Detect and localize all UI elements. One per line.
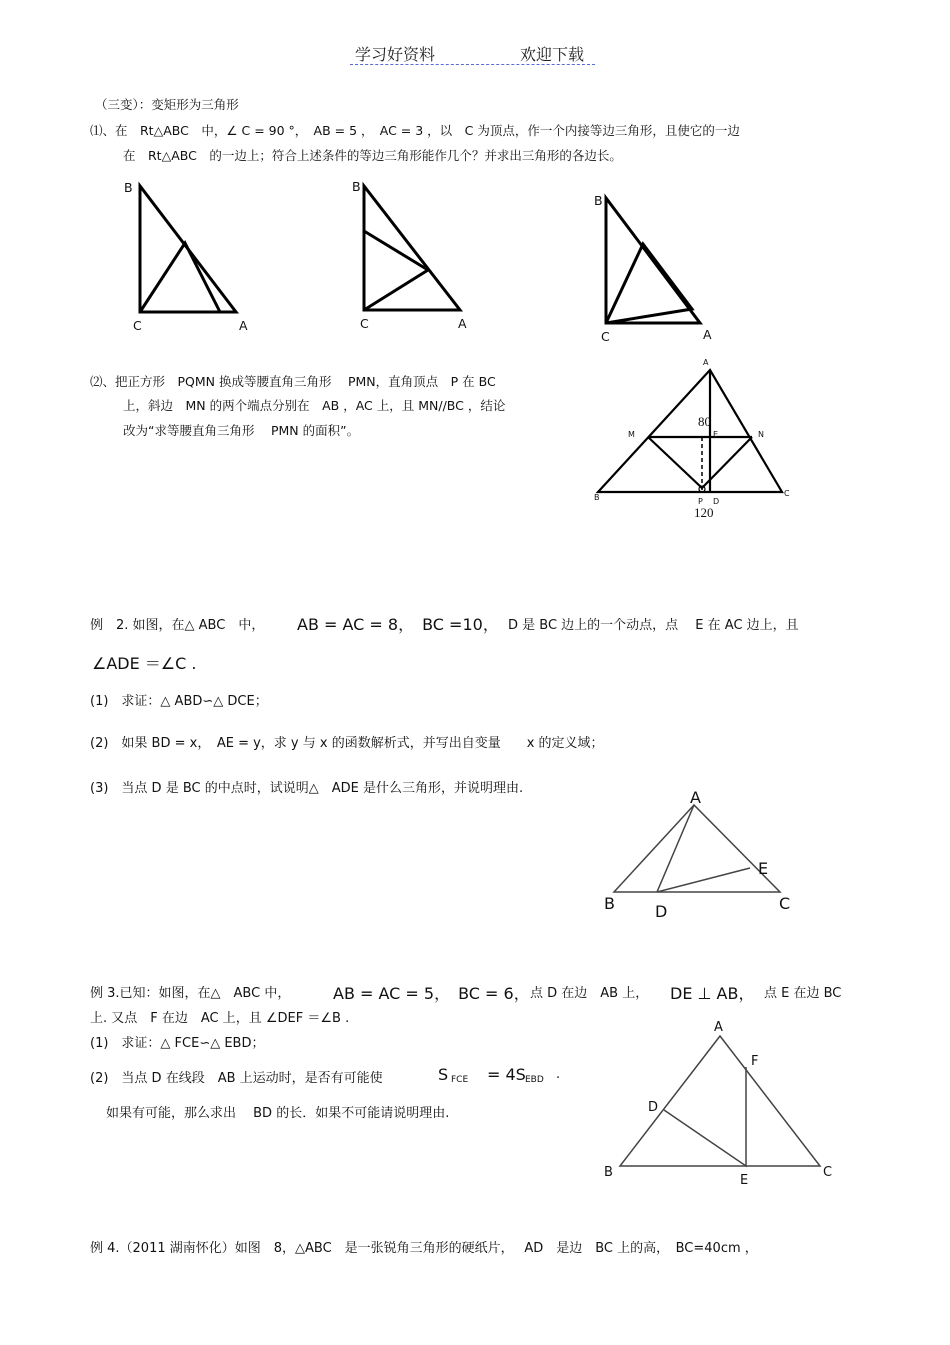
fig1c-label-b: B — [594, 193, 603, 208]
ex3-s-symbol-1: S — [438, 1065, 449, 1084]
fig4-label-d: D — [648, 1100, 659, 1115]
fig3-label-d: D — [655, 902, 668, 921]
ex3-text-1: 例 3.已知：如图，在△ ABC 中， — [90, 986, 291, 1001]
fig1c-label-a: A — [703, 327, 712, 342]
fig4-label-e: E — [740, 1173, 749, 1188]
ex3-text-5: 点 E 在边 BC — [764, 986, 842, 1001]
ex2-question-3: (3) 当点 D 是 BC 的中点时，试说明△ ADE 是什么三角形，并说明理由. — [90, 781, 524, 796]
fig2-label-a: A — [703, 358, 709, 367]
ex2-text-2: AB = AC = 8， BC =10， — [297, 615, 499, 634]
fig2-label-p: P — [698, 497, 703, 506]
ex3-s-subscript-1: FCE — [451, 1075, 469, 1085]
fig4-label-a: A — [714, 1020, 723, 1035]
ex2-question-1: (1) 求证：△ ABD∽△ DCE； — [90, 694, 268, 709]
fig1b-label-b: B — [352, 179, 361, 194]
fig1b-label-c: C — [360, 316, 369, 331]
problem1-line1: ⑴、在 Rt△ABC 中，∠ C = 90 °， AB = 5 ， AC = 3 ，以 C 为顶点，作一个内接等边三角形，且使它的一边 — [90, 123, 740, 138]
fig3-label-c: C — [779, 894, 791, 913]
header-right: 欢迎下载 — [520, 45, 585, 64]
fig4-label-c: C — [823, 1165, 833, 1180]
fig3-label-e: E — [758, 859, 769, 878]
fig4-label-f: F — [751, 1054, 759, 1069]
ex2-text-3: D 是 BC 边上的一个动点，点 E 在 AC 边上，且 — [508, 618, 799, 633]
ex2-text-4: ∠ADE ＝∠C . — [92, 654, 197, 673]
ex3-question-2: (2) 当点 D 在线段 AB 上运动时，是否有可能使 — [90, 1071, 383, 1086]
ex4-line: 例 4.（2011 湖南怀化）如图 8，△ABC 是一张锐角三角形的硬纸片， AD 是边 BC 上的高， BC=40cm ， — [90, 1241, 758, 1256]
fig1-label-b: B — [124, 180, 133, 195]
ex3-s-symbol-2: = 4S — [487, 1065, 526, 1084]
ex3-question-3: 如果有可能，那么求出 BD 的长．如果不可能请说明理由. — [106, 1106, 450, 1121]
fig2-label-d: D — [713, 497, 720, 506]
problem2-line3: 改为“求等腰直角三角形 PMN 的面积”。 — [123, 423, 360, 438]
ex2-text-1: 例 2. 如图，在△ ABC 中， — [90, 618, 265, 633]
ex3-text-4: DE ⊥ AB， — [670, 984, 755, 1003]
ex2-question-2: (2) 如果 BD = x， AE = y，求 y 与 x 的函数解析式，并写出自变量 x 的定义域； — [90, 736, 604, 751]
ex3-s-subscript-2: EBD — [525, 1075, 544, 1085]
ex3-text-3: 点 D 在边 AB 上， — [530, 986, 649, 1001]
fig3-label-b: B — [604, 894, 615, 913]
header-left: 学习好资料 — [355, 45, 436, 64]
fig2-base-label: 120 — [694, 505, 714, 520]
fig2-label-n: N — [758, 430, 764, 439]
ex3-text-6: 上. 又点 F 在边 AC 上，且 ∠DEF ＝∠B . — [90, 1011, 350, 1026]
ex3-period: . — [556, 1067, 561, 1082]
fig2-height-label: 80 — [698, 414, 711, 429]
fig1-label-a: A — [239, 318, 248, 333]
ex3-question-1: (1) 求证：△ FCE∽△ EBD； — [90, 1036, 265, 1051]
fig1b-label-a: A — [458, 316, 467, 331]
fig2-label-m: M — [628, 430, 635, 439]
section-title: （三变）：变矩形为三角形 — [95, 97, 239, 112]
problem2-line2: 上，斜边 MN 的两个端点分别在 AB ，AC 上，且 MN//BC ，结论 — [123, 398, 506, 413]
fig1c-label-c: C — [601, 329, 610, 344]
fig2-label-c: C — [784, 489, 790, 498]
fig2-label-b: B — [594, 493, 600, 502]
fig4-label-b: B — [604, 1165, 613, 1180]
fig2-label-e: E — [713, 430, 719, 439]
problem2-line1: ⑵、把正方形 PQMN 换成等腰直角三角形 PMN，直角顶点 P 在 BC — [90, 374, 496, 389]
fig3-label-a: A — [690, 788, 701, 807]
fig1-label-c: C — [133, 318, 142, 333]
problem1-line2: 在 Rt△ABC 的一边上；符合上述条件的等边三角形能作几个？并求出三角形的各边长。 — [123, 148, 622, 163]
ex3-text-2: AB = AC = 5， BC = 6， — [333, 984, 530, 1003]
